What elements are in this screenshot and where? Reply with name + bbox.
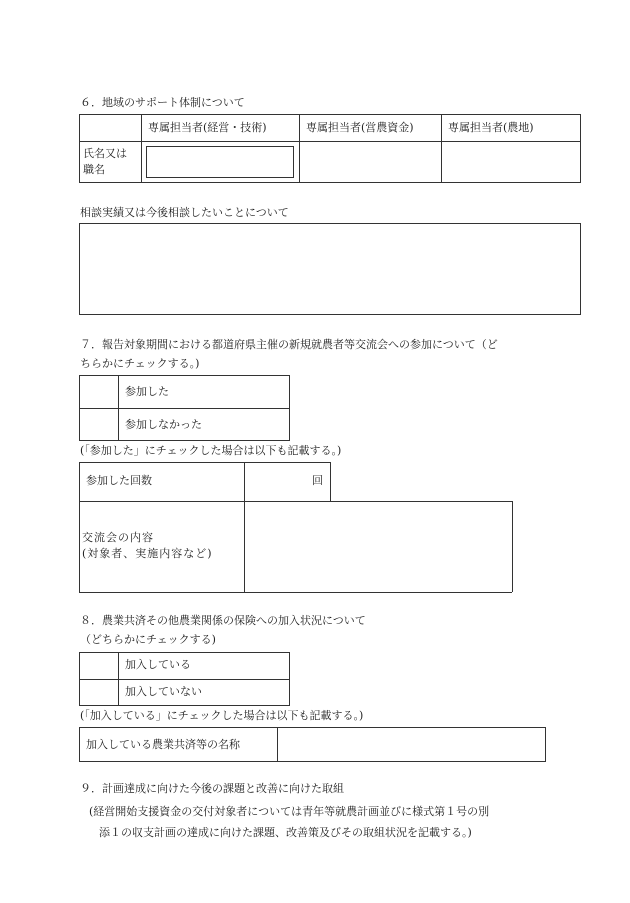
divider (79, 462, 80, 592)
option-enrolled: 加入している (125, 658, 191, 671)
consultation-heading: 相談実績又は今後相談したいことについて (80, 206, 289, 219)
divider (299, 114, 300, 183)
content-input[interactable] (248, 505, 508, 588)
count-input[interactable] (248, 466, 308, 496)
insurance-name-input[interactable] (281, 730, 542, 759)
checkbox-not-enrolled[interactable] (80, 680, 118, 706)
column-header-funds: 専属担当者(営農資金) (306, 121, 414, 134)
divider (79, 462, 331, 463)
divider (118, 652, 119, 706)
divider (79, 501, 512, 502)
checkbox-enrolled[interactable] (80, 653, 118, 679)
option-not-participated: 参加しなかった (125, 418, 202, 431)
section-9-note-cont: 添１の収支計画の達成に向けた課題、改善策及びその取組状況を記載する。) (99, 826, 472, 839)
checkbox-not-participated[interactable] (80, 409, 118, 441)
section-8-heading: ８．農業共済その他農業関係の保険への加入状況について (80, 614, 366, 627)
column-header-management: 専属担当者(経営・技術) (148, 121, 267, 134)
section-8-heading-cont: （どちらかにチェックする) (80, 633, 216, 646)
divider (141, 114, 142, 183)
divider (79, 592, 512, 593)
count-label: 参加した回数 (86, 474, 152, 487)
divider (512, 501, 513, 592)
section-6-heading: ６．地域のサポート体制について (80, 96, 245, 109)
divider (277, 727, 278, 762)
section-9-heading: ９．計画達成に向けた今後の課題と改善に向けた取組 (80, 782, 344, 795)
divider (118, 375, 119, 441)
checkbox-participated[interactable] (80, 376, 118, 408)
row-label-name: 氏名又は (83, 147, 127, 160)
divider (441, 114, 442, 183)
consultation-textarea[interactable] (79, 223, 581, 315)
divider (330, 462, 331, 501)
content-label-detail: (対象者、実施内容など) (82, 547, 213, 560)
count-unit: 回 (312, 474, 323, 487)
section-7-heading: ７．報告対象期間における都道府県主催の新規就農者等交流会への参加について（ど (80, 338, 498, 351)
content-label: 交流会の内容 (82, 531, 154, 544)
divider (244, 462, 245, 592)
option-not-enrolled: 加入していない (125, 685, 202, 698)
input-contact-management[interactable] (146, 146, 294, 178)
section-7-heading-cont: ちらかにチェックする。) (80, 357, 200, 370)
option-participated: 参加した (125, 385, 169, 398)
participation-note: (「参加した」にチェックした場合は以下も記載する。) (80, 444, 342, 457)
input-contact-farmland[interactable] (446, 146, 576, 178)
insurance-note: (「加入している」にチェックした場合は以下も記載する。) (80, 709, 364, 722)
row-label-title: 職名 (83, 163, 105, 176)
column-header-farmland: 専属担当者(農地) (448, 121, 534, 134)
divider (79, 141, 581, 142)
input-contact-funds[interactable] (304, 146, 436, 178)
section-9-note: (経営開始支援資金の交付対象者については青年等就農計画並びに様式第１号の別 (89, 805, 490, 818)
insurance-name-label: 加入している農業共済等の名称 (86, 738, 240, 751)
